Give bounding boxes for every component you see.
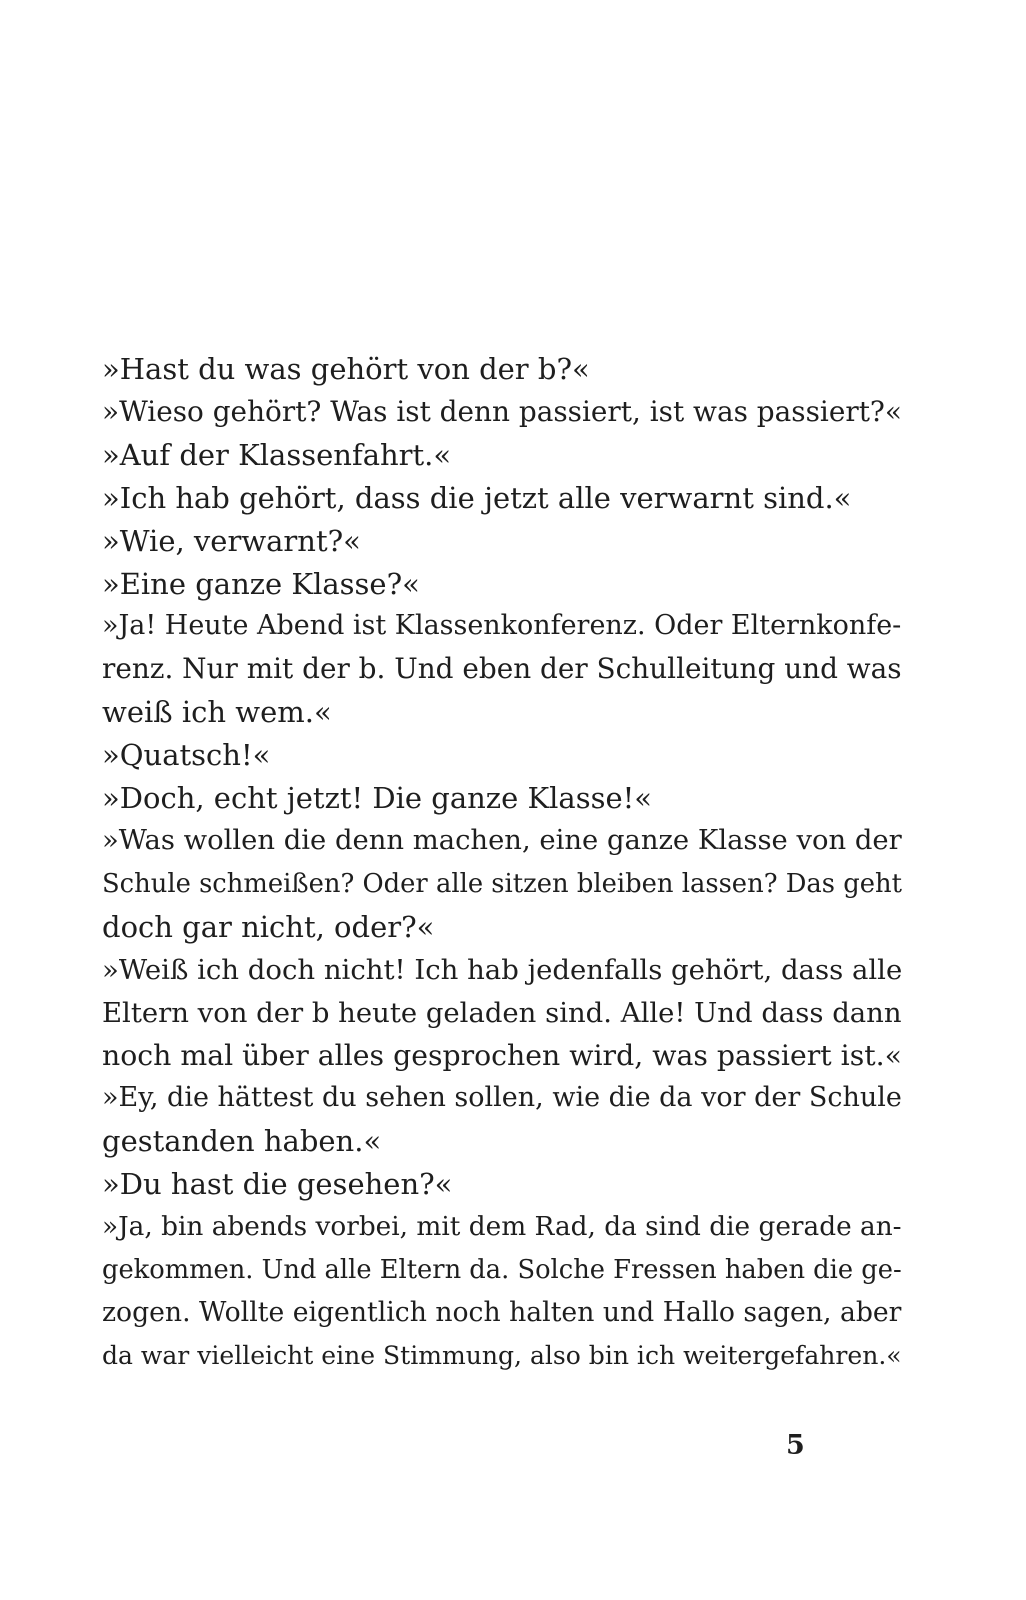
text-line: zogen. Wollte eigentlich noch halten und Hallo sagen, aber	[102, 1296, 902, 1328]
text-line: »Eine ganze Klasse?«	[102, 566, 420, 601]
text-line: »Ey, die hättest du sehen sollen, wie die da vor der Schule	[102, 1082, 902, 1114]
text-line: »Wieso gehört? Was ist denn passiert, ist was passiert?«	[102, 394, 902, 428]
text-line: da war vielleicht eine Stimmung, also bin ich weitergefahren.«	[102, 1340, 902, 1370]
text-line: doch gar nicht, oder?«	[102, 909, 435, 944]
text-line: Schule schmeißen? Oder alle sitzen bleiben lassen? Das geht	[102, 868, 902, 899]
text-line: weiß ich wem.«	[102, 695, 332, 730]
text-line: »Ich hab gehört, dass die jetzt alle verwarnt sind.«	[102, 480, 852, 515]
text-line: »Was wollen die denn machen, eine ganze Klasse von der	[102, 824, 902, 856]
text-line: gestanden haben.«	[102, 1124, 382, 1159]
text-line: »Wie, verwarnt?«	[102, 523, 361, 558]
text-line: »Doch, echt jetzt! Die ganze Klasse!«	[102, 781, 653, 816]
text-line: »Hast du was gehört von der b?«	[102, 352, 590, 386]
text-line: »Ja, bin abends vorbei, mit dem Rad, da sind die gerade an-	[102, 1212, 902, 1243]
text-line: Eltern von der b heute geladen sind. Alle! Und dass dann	[102, 996, 902, 1029]
text-line: »Weiß ich doch nicht! Ich hab jedenfalls gehört, dass alle	[102, 953, 903, 986]
text-line: noch mal über alles gesprochen wird, was passiert ist.«	[102, 1038, 902, 1072]
text-line: gekommen. Und alle Eltern da. Solche Fressen haben die ge-	[102, 1255, 902, 1286]
text-line: »Du hast die gesehen?«	[102, 1167, 453, 1202]
page-number: 5	[786, 1430, 805, 1461]
text-line: »Auf der Klassenfahrt.«	[102, 437, 452, 472]
text-line: »Ja! Heute Abend ist Klassenkonferenz. Oder Elternkonfe-	[102, 610, 902, 642]
dialogue-text	[102, 348, 902, 1378]
text-line: renz. Nur mit der b. Und eben der Schulleitung und was	[102, 652, 902, 686]
text-line: »Quatsch!«	[102, 738, 271, 773]
